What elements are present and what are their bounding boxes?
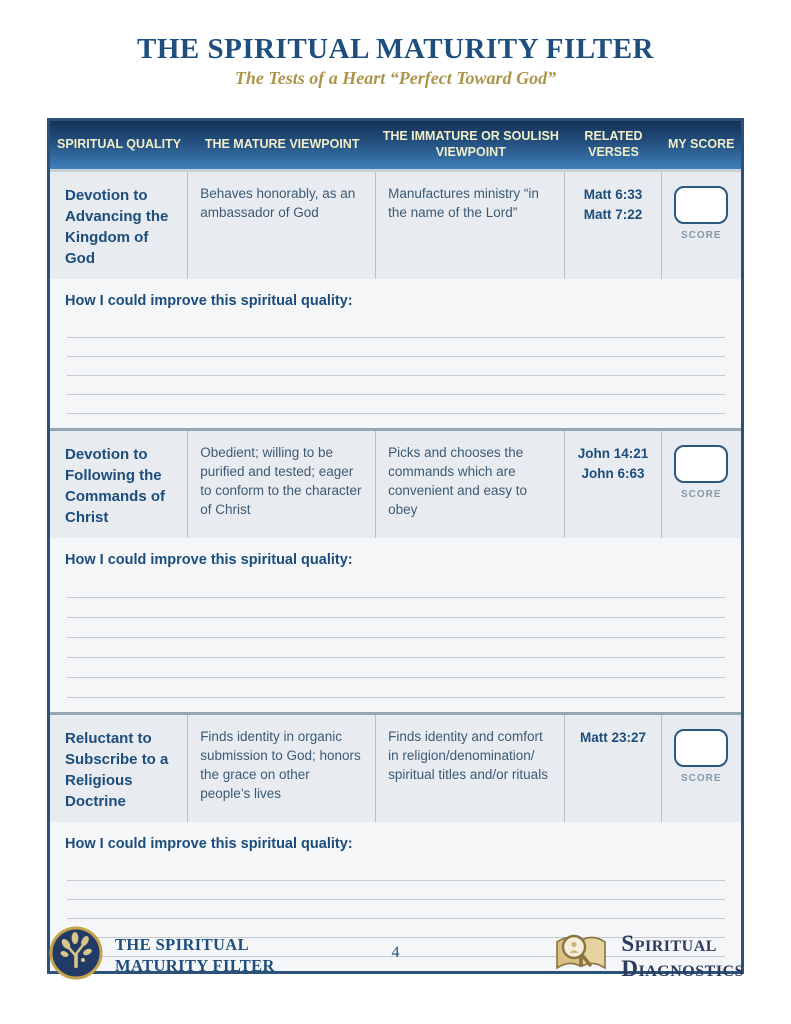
verse: Matt 23:27 [579,730,646,745]
writing-line [67,678,725,698]
improve-heading: How I could improve this spiritual quality: [65,552,353,568]
score-input-box [674,186,728,224]
score-cell [662,431,741,538]
related-verses-cell [565,431,661,538]
score-label: SCORE [680,489,722,500]
writing-line [67,338,725,357]
improve-area [50,279,741,428]
quality-section-commands [50,428,741,712]
writing-line [67,578,725,598]
header-my-score: MY SCORE [668,137,735,152]
score-cell [662,172,741,279]
page-footer [47,922,744,992]
writing-line [67,900,725,919]
writing-line [67,881,725,900]
page-title: THE SPIRITUAL MATURITY FILTER [136,33,654,65]
page-number: 4 [391,944,400,961]
header-mature-viewpoint: THE MATURE VIEWPOINT [204,137,360,152]
header-immature-viewpoint: THE IMMATURE OR SOULISH VIEWPOINT [382,129,559,159]
book-magnifier-logo-icon [551,928,613,985]
mature-viewpoint-cell: Obedient; willing to be purified and tested; eager to conform to the character of Christ [188,431,376,538]
score-label: SCORE [680,230,722,241]
verse: Matt 6:33 [583,187,643,202]
writing-line [67,357,725,376]
tree-logo-icon [49,926,103,985]
verse: John 6:63 [581,466,645,482]
header-spiritual-quality: SPIRITUAL QUALITY [57,137,182,152]
table-row [50,715,741,822]
immature-viewpoint-cell: Manufactures ministry “in the name of the Lord” [376,172,565,279]
immature-viewpoint-cell: Picks and chooses the commands which are convenient and easy to obey [376,431,565,538]
writing-line [67,638,725,658]
score-label: SCORE [680,773,722,784]
mature-viewpoint-cell: Finds identity in organic submission to God; honors the grace on other people’s lives [188,715,376,822]
score-input-box [674,445,728,483]
page-subtitle: The Tests of a Heart “Perfect Toward God” [234,68,557,88]
verse: Matt 7:22 [583,207,643,223]
maturity-filter-table [47,118,744,974]
table-header-row [50,121,741,169]
quality-cell: Devotion to Advancing the Kingdom of God [50,172,188,279]
page-header [0,0,791,89]
quality-section-kingdom [50,169,741,428]
writing-line [67,395,725,414]
writing-line [67,319,725,338]
writing-line [67,618,725,638]
quality-cell: Devotion to Following the Commands of Christ [50,431,188,538]
table-row [50,431,741,538]
score-input-box [674,729,728,767]
writing-line [67,376,725,395]
spiritual-diagnostics-brand [551,928,744,985]
score-cell [662,715,741,822]
smf-brand [49,926,275,985]
header-related-verses: RELATED VERSES [584,129,643,159]
immature-viewpoint-cell: Finds identity and comfort in religion/denomination/ spiritual titles and/or rituals [376,715,565,822]
quality-cell: Reluctant to Subscribe to a Religious Doctrine [50,715,188,822]
improve-area [50,538,741,712]
mature-viewpoint-cell: Behaves honorably, as an ambassador of God [188,172,376,279]
improve-heading: How I could improve this spiritual quality: [65,293,353,309]
improve-heading: How I could improve this spiritual quality: [65,836,353,852]
spiritual-diagnostics-text: Spiritual Diagnostics [621,931,744,981]
smf-brand-text: THE SPIRITUAL MATURITY FILTER [115,934,275,975]
verse: John 14:21 [577,446,649,461]
writing-line [67,598,725,618]
writing-line [67,658,725,678]
related-verses-cell [565,172,661,279]
related-verses-cell [565,715,661,822]
writing-line [67,862,725,881]
table-row [50,172,741,279]
